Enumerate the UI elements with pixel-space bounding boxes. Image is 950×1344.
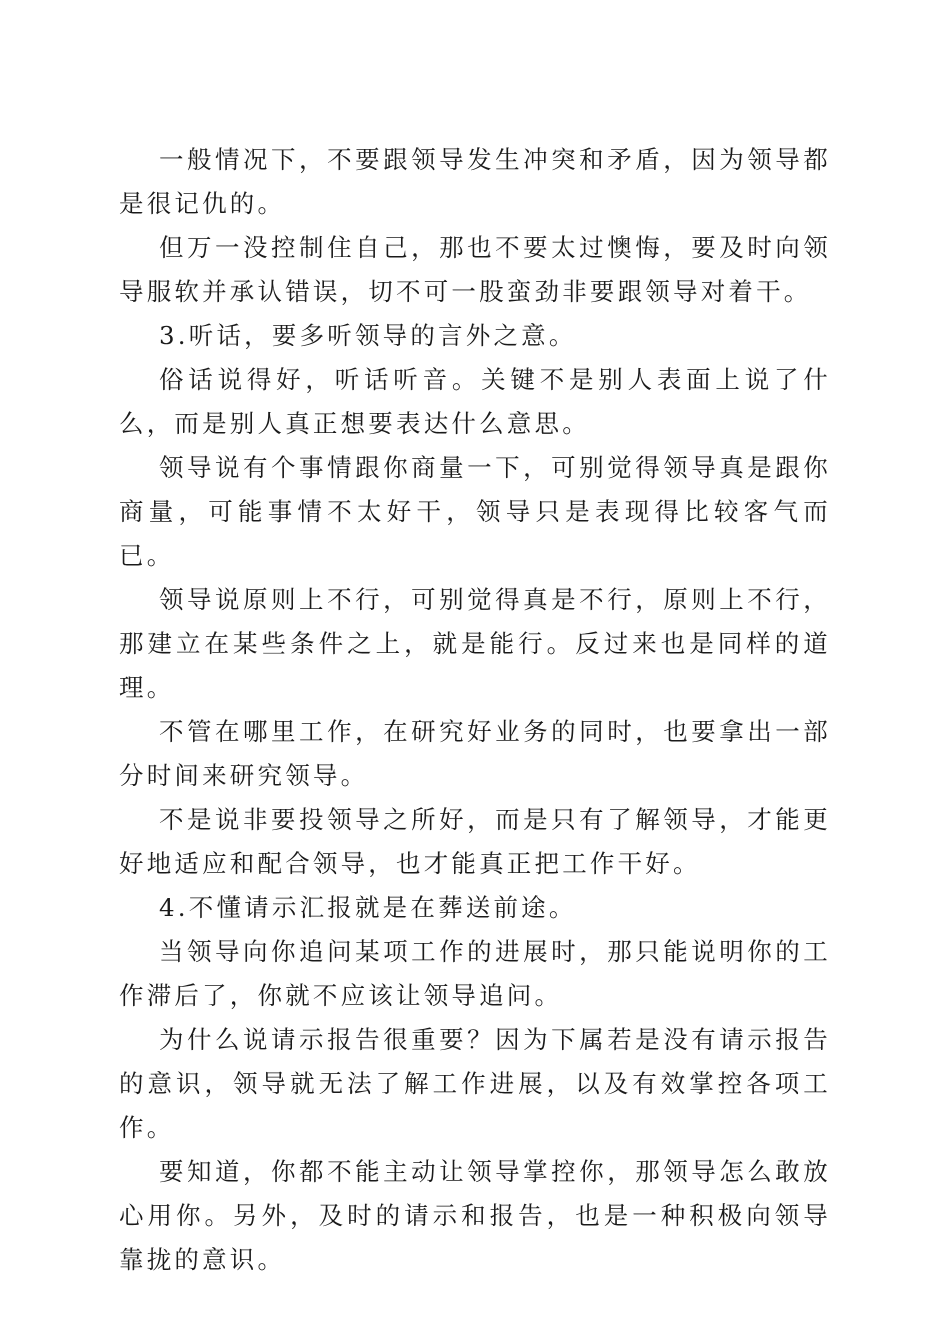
paragraph-6: 领导说原则上不行，可别觉得真是不行，原则上不行，那建立在某些条件之上，就是能行。反过来也是同样的道理。 <box>119 585 831 702</box>
paragraph-8: 不是说非要投领导之所好，而是只有了解领导，才能更好地适应和配合领导，也才能真正把工作干好。 <box>119 805 831 878</box>
paragraph-7: 不管在哪里工作，在研究好业务的同时，也要拿出一部分时间来研究领导。 <box>119 717 831 790</box>
paragraph-10: 当领导向你追问某项工作的进展时，那只能说明你的工作滞后了，你就不应该让领导追问。 <box>119 937 831 1010</box>
paragraph-11: 为什么说请示报告很重要？因为下属若是没有请示报告的意识，领导就无法了解工作进展，以及有效掌控各项工作。 <box>119 1025 831 1142</box>
paragraph-1: 一般情况下，不要跟领导发生冲突和矛盾，因为领导都是很记仇的。 <box>119 145 831 218</box>
document-body <box>119 138 831 1282</box>
paragraph-9-heading: 4.不懂请示汇报就是在葬送前途。 <box>159 893 577 922</box>
paragraph-3-heading: 3.听话，要多听领导的言外之意。 <box>159 321 577 350</box>
paragraph-4: 俗话说得好，听话听音。关键不是别人表面上说了什么，而是别人真正想要表达什么意思。 <box>119 365 831 438</box>
paragraph-12: 要知道，你都不能主动让领导掌控你，那领导怎么敢放心用你。另外，及时的请示和报告，也是一种积极向领导靠拢的意识。 <box>119 1157 831 1274</box>
paragraph-2: 但万一没控制住自己，那也不要太过懊悔，要及时向领导服软并承认错误，切不可一股蛮劲非要跟领导对着干。 <box>119 233 831 306</box>
paragraph-5: 领导说有个事情跟你商量一下，可别觉得领导真是跟你商量，可能事情不太好干，领导只是表现得比较客气而已。 <box>119 453 831 570</box>
